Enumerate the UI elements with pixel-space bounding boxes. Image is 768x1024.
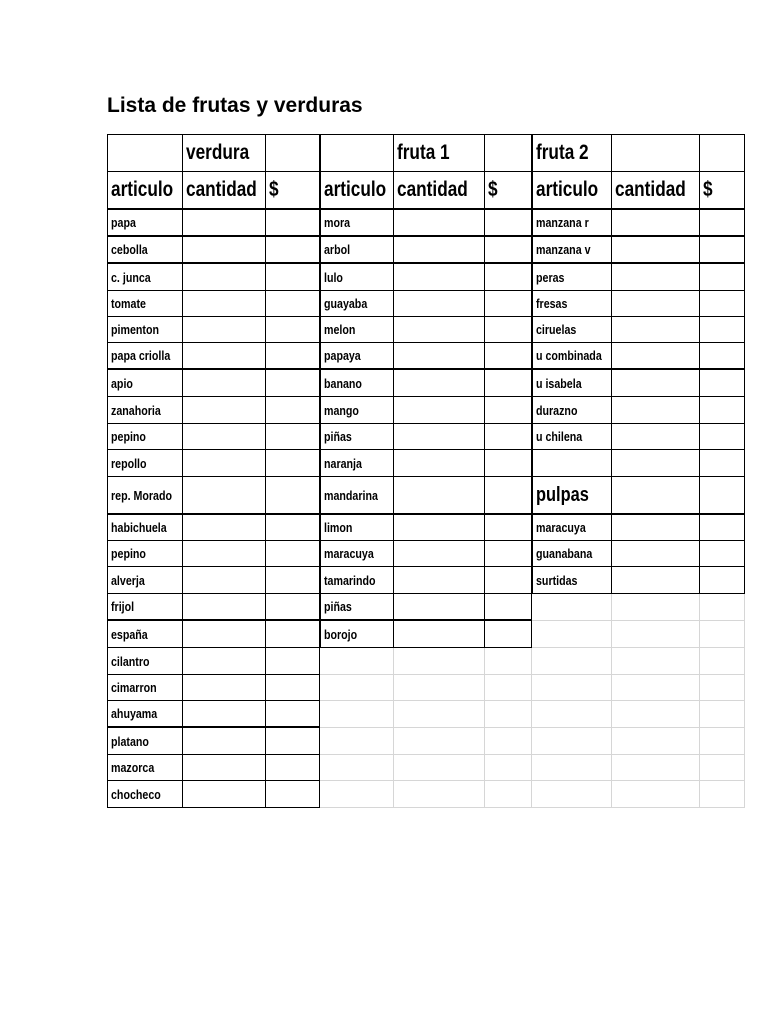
verdura-item-text: repollo bbox=[111, 455, 147, 471]
fruta1-item-text: banano bbox=[324, 375, 362, 391]
verdura-price-cell[interactable] bbox=[266, 567, 320, 594]
fruta2-price-cell[interactable] bbox=[700, 397, 745, 424]
verdura-cantidad-cell[interactable] bbox=[183, 755, 266, 781]
fruta2-cantidad-cell[interactable] bbox=[612, 541, 700, 567]
empty-cell[interactable] bbox=[700, 621, 745, 648]
verdura-item-text: cebolla bbox=[111, 242, 148, 257]
empty-cell[interactable] bbox=[612, 781, 700, 808]
verdura-item-text: ahuyama bbox=[111, 706, 158, 721]
fruta1-cantidad-cell[interactable] bbox=[394, 291, 485, 317]
empty-cell[interactable] bbox=[394, 648, 485, 675]
empty-cell[interactable] bbox=[485, 701, 532, 728]
verdura-item[interactable] bbox=[107, 291, 183, 317]
verdura-price-cell[interactable] bbox=[266, 781, 320, 808]
fruta2-item-text: manzana r bbox=[536, 215, 589, 230]
page-title: Lista de frutas y verduras bbox=[107, 94, 363, 117]
fruta1-price-cell[interactable] bbox=[485, 450, 532, 477]
fruta2-item[interactable] bbox=[532, 515, 612, 541]
fruta2-price-cell[interactable] bbox=[700, 343, 745, 370]
fruta1-price-cell[interactable] bbox=[485, 567, 532, 594]
fruta1-cantidad-cell[interactable] bbox=[394, 621, 485, 648]
fruta1-item-text: mora bbox=[324, 215, 351, 230]
verdura-item-text: alverja bbox=[111, 572, 145, 588]
verdura-item[interactable] bbox=[107, 210, 183, 237]
fruta1-cantidad-cell[interactable] bbox=[394, 594, 485, 621]
group-header-cell[interactable] bbox=[266, 134, 320, 172]
verdura-cantidad-cell[interactable] bbox=[183, 541, 266, 567]
fruta2-price-cell[interactable] bbox=[700, 541, 745, 567]
verdura-item-text: papa bbox=[111, 215, 136, 230]
column-header-articulo[interactable] bbox=[320, 172, 394, 210]
fruta2-cantidad-cell[interactable] bbox=[612, 291, 700, 317]
group-header-cell[interactable] bbox=[700, 134, 745, 172]
fruta1-item[interactable] bbox=[320, 567, 394, 594]
verdura-price-cell[interactable] bbox=[266, 648, 320, 675]
verdura-item[interactable] bbox=[107, 515, 183, 541]
empty-cell[interactable] bbox=[394, 675, 485, 701]
verdura-cantidad-cell[interactable] bbox=[183, 781, 266, 808]
empty-cell[interactable] bbox=[700, 728, 745, 755]
fruta2-cantidad-cell[interactable] bbox=[612, 515, 700, 541]
empty-cell[interactable] bbox=[485, 755, 532, 781]
empty-cell[interactable] bbox=[485, 675, 532, 701]
verdura-price-cell[interactable] bbox=[266, 237, 320, 264]
empty-cell[interactable] bbox=[700, 781, 745, 808]
column-header-cantidad[interactable] bbox=[183, 172, 266, 210]
verdura-price-cell[interactable] bbox=[266, 728, 320, 755]
empty-cell[interactable] bbox=[700, 755, 745, 781]
fruta1-cantidad-cell[interactable] bbox=[394, 567, 485, 594]
fruta1-price-cell[interactable] bbox=[485, 291, 532, 317]
verdura-cantidad-cell[interactable] bbox=[183, 675, 266, 701]
fruta1-price-cell[interactable] bbox=[485, 370, 532, 397]
verdura-item[interactable] bbox=[107, 264, 183, 291]
fruta1-item[interactable] bbox=[320, 343, 394, 370]
verdura-price-cell[interactable] bbox=[266, 675, 320, 701]
empty-cell[interactable] bbox=[532, 675, 612, 701]
fruta1-item-text: tamarindo bbox=[324, 572, 376, 588]
fruta1-item[interactable] bbox=[320, 621, 394, 648]
fruta1-price-cell[interactable] bbox=[485, 621, 532, 648]
verdura-price-cell[interactable] bbox=[266, 397, 320, 424]
fruta2-price-cell[interactable] bbox=[700, 450, 745, 477]
group-header-cell[interactable] bbox=[320, 134, 394, 172]
pulpas-section-label[interactable] bbox=[532, 477, 612, 515]
verdura-price-cell[interactable] bbox=[266, 594, 320, 621]
column-header-articulo-text: articulo bbox=[111, 178, 174, 201]
empty-cell[interactable] bbox=[485, 728, 532, 755]
fruta2-item-text: peras bbox=[536, 269, 565, 285]
fruta1-cantidad-cell[interactable] bbox=[394, 370, 485, 397]
empty-cell[interactable] bbox=[612, 701, 700, 728]
column-header-price[interactable] bbox=[266, 172, 320, 210]
fruta2-price-cell[interactable] bbox=[700, 567, 745, 594]
group-header-cell[interactable] bbox=[183, 134, 266, 172]
fruta1-item-text: papaya bbox=[324, 348, 361, 363]
verdura-item[interactable] bbox=[107, 424, 183, 450]
fruta2-item[interactable] bbox=[532, 264, 612, 291]
verdura-item-text: españa bbox=[111, 626, 148, 642]
verdura-price-cell[interactable] bbox=[266, 317, 320, 343]
empty-cell[interactable] bbox=[532, 701, 612, 728]
fruta2-cantidad-cell[interactable] bbox=[612, 210, 700, 237]
fruta1-item-text: mango bbox=[324, 402, 359, 418]
verdura-cantidad-cell[interactable] bbox=[183, 317, 266, 343]
verdura-item[interactable] bbox=[107, 675, 183, 701]
fruta2-price-cell[interactable] bbox=[700, 317, 745, 343]
verdura-item[interactable] bbox=[107, 701, 183, 728]
column-header-articulo-text: articulo bbox=[324, 178, 387, 201]
fruta1-cantidad-cell[interactable] bbox=[394, 397, 485, 424]
fruta1-item[interactable] bbox=[320, 237, 394, 264]
verdura-item-text: tomate bbox=[111, 296, 146, 311]
verdura-cantidad-cell[interactable] bbox=[183, 424, 266, 450]
empty-cell[interactable] bbox=[700, 594, 745, 621]
fruta1-item[interactable] bbox=[320, 477, 394, 515]
fruta2-price-cell[interactable] bbox=[700, 477, 745, 515]
group-header-cell[interactable] bbox=[107, 134, 183, 172]
column-header-price-text: $ bbox=[269, 178, 279, 201]
fruta2-item[interactable] bbox=[532, 343, 612, 370]
verdura-item[interactable] bbox=[107, 477, 183, 515]
fruta2-item-text: surtidas bbox=[536, 572, 578, 588]
fruta1-price-cell[interactable] bbox=[485, 594, 532, 621]
fruta1-price-cell[interactable] bbox=[485, 237, 532, 264]
verdura-cantidad-cell[interactable] bbox=[183, 477, 266, 515]
fruta2-cantidad-cell[interactable] bbox=[612, 567, 700, 594]
verdura-item[interactable] bbox=[107, 567, 183, 594]
fruta1-cantidad-cell[interactable] bbox=[394, 317, 485, 343]
empty-cell[interactable] bbox=[612, 621, 700, 648]
fruta2-price-cell[interactable] bbox=[700, 237, 745, 264]
verdura-price-cell[interactable] bbox=[266, 264, 320, 291]
verdura-item[interactable] bbox=[107, 781, 183, 808]
verdura-cantidad-cell[interactable] bbox=[183, 648, 266, 675]
fruta2-item[interactable] bbox=[532, 291, 612, 317]
fruta1-price-cell[interactable] bbox=[485, 477, 532, 515]
empty-cell[interactable] bbox=[320, 781, 394, 808]
fruta2-item[interactable] bbox=[532, 317, 612, 343]
fruta1-item[interactable] bbox=[320, 594, 394, 621]
fruta1-item-text: borojo bbox=[324, 626, 358, 642]
group-header-cell[interactable] bbox=[612, 134, 700, 172]
empty-cell[interactable] bbox=[700, 648, 745, 675]
verdura-item-text: pepino bbox=[111, 546, 146, 561]
fruta1-item[interactable] bbox=[320, 370, 394, 397]
empty-cell[interactable] bbox=[532, 648, 612, 675]
fruta1-cantidad-cell[interactable] bbox=[394, 424, 485, 450]
column-header-price[interactable] bbox=[700, 172, 745, 210]
fruta2-cantidad-cell[interactable] bbox=[612, 424, 700, 450]
fruta1-item-text: melon bbox=[324, 322, 356, 337]
verdura-item[interactable] bbox=[107, 755, 183, 781]
verdura-price-cell[interactable] bbox=[266, 477, 320, 515]
fruta2-cantidad-cell[interactable] bbox=[612, 237, 700, 264]
verdura-cantidad-cell[interactable] bbox=[183, 621, 266, 648]
fruta2-item[interactable] bbox=[532, 567, 612, 594]
fruta1-item[interactable] bbox=[320, 210, 394, 237]
verdura-price-cell[interactable] bbox=[266, 210, 320, 237]
fruta1-price-cell[interactable] bbox=[485, 424, 532, 450]
empty-cell[interactable] bbox=[532, 594, 612, 621]
verdura-price-cell[interactable] bbox=[266, 515, 320, 541]
fruta1-price-cell[interactable] bbox=[485, 343, 532, 370]
fruta1-item-text: naranja bbox=[324, 455, 362, 471]
fruta1-item-text: piñas bbox=[324, 599, 352, 614]
verdura-cantidad-cell[interactable] bbox=[183, 728, 266, 755]
fruta2-item-text: durazno bbox=[536, 402, 578, 418]
fruta2-cantidad-cell[interactable] bbox=[612, 477, 700, 515]
fruta1-cantidad-cell[interactable] bbox=[394, 515, 485, 541]
fruta1-item[interactable] bbox=[320, 541, 394, 567]
verdura-item-text: mazorca bbox=[111, 760, 155, 775]
verdura-item[interactable] bbox=[107, 594, 183, 621]
fruta2-price-cell[interactable] bbox=[700, 210, 745, 237]
verdura-item[interactable] bbox=[107, 648, 183, 675]
empty-cell[interactable] bbox=[485, 648, 532, 675]
verdura-cantidad-cell[interactable] bbox=[183, 210, 266, 237]
fruta1-item-text: arbol bbox=[324, 242, 351, 257]
fruta2-item[interactable] bbox=[532, 397, 612, 424]
verdura-item-text: chocheco bbox=[111, 786, 161, 802]
fruta2-item[interactable] bbox=[532, 210, 612, 237]
fruta2-item-text: fresas bbox=[536, 296, 568, 311]
verdura-cantidad-cell[interactable] bbox=[183, 264, 266, 291]
fruta1-cantidad-cell[interactable] bbox=[394, 450, 485, 477]
empty-cell[interactable] bbox=[612, 675, 700, 701]
fruta1-item-text: guayaba bbox=[324, 296, 368, 311]
group-header-cell[interactable] bbox=[532, 134, 612, 172]
verdura-price-cell[interactable] bbox=[266, 343, 320, 370]
verdura-price-cell[interactable] bbox=[266, 701, 320, 728]
verdura-cantidad-cell[interactable] bbox=[183, 515, 266, 541]
empty-cell[interactable] bbox=[700, 701, 745, 728]
empty-cell[interactable] bbox=[394, 701, 485, 728]
verdura-item-text: cilantro bbox=[111, 653, 150, 669]
fruta1-price-cell[interactable] bbox=[485, 541, 532, 567]
fruta2-price-cell[interactable] bbox=[700, 264, 745, 291]
column-header-price[interactable] bbox=[485, 172, 532, 210]
fruta2-item[interactable] bbox=[532, 541, 612, 567]
column-header-price-text: $ bbox=[703, 178, 713, 201]
fruta2-item-text: u isabela bbox=[536, 375, 582, 391]
verdura-item[interactable] bbox=[107, 728, 183, 755]
fruta2-item[interactable] bbox=[532, 370, 612, 397]
fruta1-item[interactable] bbox=[320, 397, 394, 424]
fruta1-item[interactable] bbox=[320, 450, 394, 477]
fruta1-item-text: piñas bbox=[324, 429, 352, 444]
fruta2-item[interactable] bbox=[532, 424, 612, 450]
verdura-cantidad-cell[interactable] bbox=[183, 594, 266, 621]
fruta1-price-cell[interactable] bbox=[485, 397, 532, 424]
verdura-item-text: pepino bbox=[111, 429, 146, 444]
verdura-item[interactable] bbox=[107, 397, 183, 424]
fruta2-cantidad-cell[interactable] bbox=[612, 370, 700, 397]
fruta1-item[interactable] bbox=[320, 515, 394, 541]
verdura-price-cell[interactable] bbox=[266, 424, 320, 450]
group-header-cell-text: fruta 1 bbox=[397, 141, 450, 164]
verdura-item-text: frijol bbox=[111, 599, 135, 614]
empty-cell[interactable] bbox=[394, 728, 485, 755]
empty-cell[interactable] bbox=[532, 728, 612, 755]
empty-cell[interactable] bbox=[394, 781, 485, 808]
fruta1-item-text: limon bbox=[324, 520, 353, 535]
verdura-item-text: habichuela bbox=[111, 520, 167, 535]
fruta2-price-cell[interactable] bbox=[700, 291, 745, 317]
fruta1-item[interactable] bbox=[320, 291, 394, 317]
column-header-cantidad-text: cantidad bbox=[397, 178, 468, 201]
group-header-cell[interactable] bbox=[394, 134, 485, 172]
verdura-item-text: papa criolla bbox=[111, 348, 171, 363]
empty-cell[interactable] bbox=[700, 675, 745, 701]
column-header-cantidad[interactable] bbox=[394, 172, 485, 210]
column-header-articulo-text: articulo bbox=[536, 178, 599, 201]
fruta1-item-text: maracuya bbox=[324, 546, 374, 561]
column-header-articulo[interactable] bbox=[532, 172, 612, 210]
empty-cell[interactable] bbox=[320, 728, 394, 755]
group-header-cell-text: verdura bbox=[186, 141, 250, 164]
fruta2-cantidad-cell[interactable] bbox=[612, 343, 700, 370]
verdura-item-text: apio bbox=[111, 375, 133, 391]
verdura-item[interactable] bbox=[107, 370, 183, 397]
verdura-cantidad-cell[interactable] bbox=[183, 397, 266, 424]
column-header-price-text: $ bbox=[488, 178, 498, 201]
fruta1-item-text: lulo bbox=[324, 269, 343, 285]
fruta1-price-cell[interactable] bbox=[485, 317, 532, 343]
verdura-item-text: platano bbox=[111, 733, 149, 749]
verdura-price-cell[interactable] bbox=[266, 755, 320, 781]
empty-cell[interactable] bbox=[320, 675, 394, 701]
fruta2-item[interactable] bbox=[532, 237, 612, 264]
verdura-item[interactable] bbox=[107, 317, 183, 343]
group-header-cell[interactable] bbox=[485, 134, 532, 172]
fruta2-item-text: ciruelas bbox=[536, 322, 577, 337]
verdura-cantidad-cell[interactable] bbox=[183, 237, 266, 264]
column-header-articulo[interactable] bbox=[107, 172, 183, 210]
verdura-price-cell[interactable] bbox=[266, 291, 320, 317]
verdura-price-cell[interactable] bbox=[266, 541, 320, 567]
fruta2-cantidad-cell[interactable] bbox=[612, 450, 700, 477]
empty-cell[interactable] bbox=[320, 755, 394, 781]
fruta2-price-cell[interactable] bbox=[700, 424, 745, 450]
fruta1-item-text: mandarina bbox=[324, 487, 378, 503]
verdura-item[interactable] bbox=[107, 237, 183, 264]
fruta1-item[interactable] bbox=[320, 317, 394, 343]
fruta2-price-cell[interactable] bbox=[700, 515, 745, 541]
fruta1-price-cell[interactable] bbox=[485, 264, 532, 291]
fruta1-item[interactable] bbox=[320, 264, 394, 291]
verdura-price-cell[interactable] bbox=[266, 450, 320, 477]
fruta2-cantidad-cell[interactable] bbox=[612, 397, 700, 424]
empty-cell[interactable] bbox=[612, 594, 700, 621]
empty-cell[interactable] bbox=[532, 755, 612, 781]
fruta1-price-cell[interactable] bbox=[485, 515, 532, 541]
fruta2-cantidad-cell[interactable] bbox=[612, 264, 700, 291]
verdura-price-cell[interactable] bbox=[266, 621, 320, 648]
group-header-cell-text: fruta 2 bbox=[536, 141, 589, 164]
fruta1-cantidad-cell[interactable] bbox=[394, 237, 485, 264]
verdura-price-cell[interactable] bbox=[266, 370, 320, 397]
verdura-item[interactable] bbox=[107, 450, 183, 477]
fruta2-price-cell[interactable] bbox=[700, 370, 745, 397]
empty-cell[interactable] bbox=[612, 648, 700, 675]
verdura-item-text: pimenton bbox=[111, 322, 159, 337]
fruta1-cantidad-cell[interactable] bbox=[394, 210, 485, 237]
column-header-cantidad-text: cantidad bbox=[186, 178, 257, 201]
fruta2-item-text: guanabana bbox=[536, 546, 593, 561]
verdura-cantidad-cell[interactable] bbox=[183, 291, 266, 317]
verdura-item-text: rep. Morado bbox=[111, 487, 173, 503]
verdura-item[interactable] bbox=[107, 621, 183, 648]
fruta2-item-text: u combinada bbox=[536, 348, 602, 363]
verdura-cantidad-cell[interactable] bbox=[183, 567, 266, 594]
empty-cell[interactable] bbox=[532, 781, 612, 808]
fruta1-cantidad-cell[interactable] bbox=[394, 264, 485, 291]
verdura-cantidad-cell[interactable] bbox=[183, 370, 266, 397]
verdura-item-text: cimarron bbox=[111, 680, 157, 695]
verdura-cantidad-cell[interactable] bbox=[183, 701, 266, 728]
verdura-cantidad-cell[interactable] bbox=[183, 343, 266, 370]
verdura-item[interactable] bbox=[107, 343, 183, 370]
fruta2-item-text: manzana v bbox=[536, 242, 591, 257]
empty-cell[interactable] bbox=[532, 621, 612, 648]
fruta1-cantidad-cell[interactable] bbox=[394, 477, 485, 515]
fruta1-price-cell[interactable] bbox=[485, 210, 532, 237]
empty-cell[interactable] bbox=[612, 755, 700, 781]
fruta1-item[interactable] bbox=[320, 424, 394, 450]
fruta2-item[interactable] bbox=[532, 450, 612, 477]
empty-cell[interactable] bbox=[320, 701, 394, 728]
empty-cell[interactable] bbox=[485, 781, 532, 808]
empty-cell[interactable] bbox=[320, 648, 394, 675]
column-header-cantidad[interactable] bbox=[612, 172, 700, 210]
column-header-cantidad-text: cantidad bbox=[615, 178, 686, 201]
verdura-cantidad-cell[interactable] bbox=[183, 450, 266, 477]
empty-cell[interactable] bbox=[394, 755, 485, 781]
fruta2-cantidad-cell[interactable] bbox=[612, 317, 700, 343]
empty-cell[interactable] bbox=[612, 728, 700, 755]
fruta1-cantidad-cell[interactable] bbox=[394, 343, 485, 370]
pulpas-section-label-text: pulpas bbox=[536, 483, 589, 506]
verdura-item[interactable] bbox=[107, 541, 183, 567]
fruta2-item-text: u chilena bbox=[536, 429, 583, 444]
fruta2-item-text: maracuya bbox=[536, 520, 586, 535]
fruta1-cantidad-cell[interactable] bbox=[394, 541, 485, 567]
verdura-item-text: zanahoria bbox=[111, 402, 161, 418]
verdura-item-text: c. junca bbox=[111, 269, 151, 285]
